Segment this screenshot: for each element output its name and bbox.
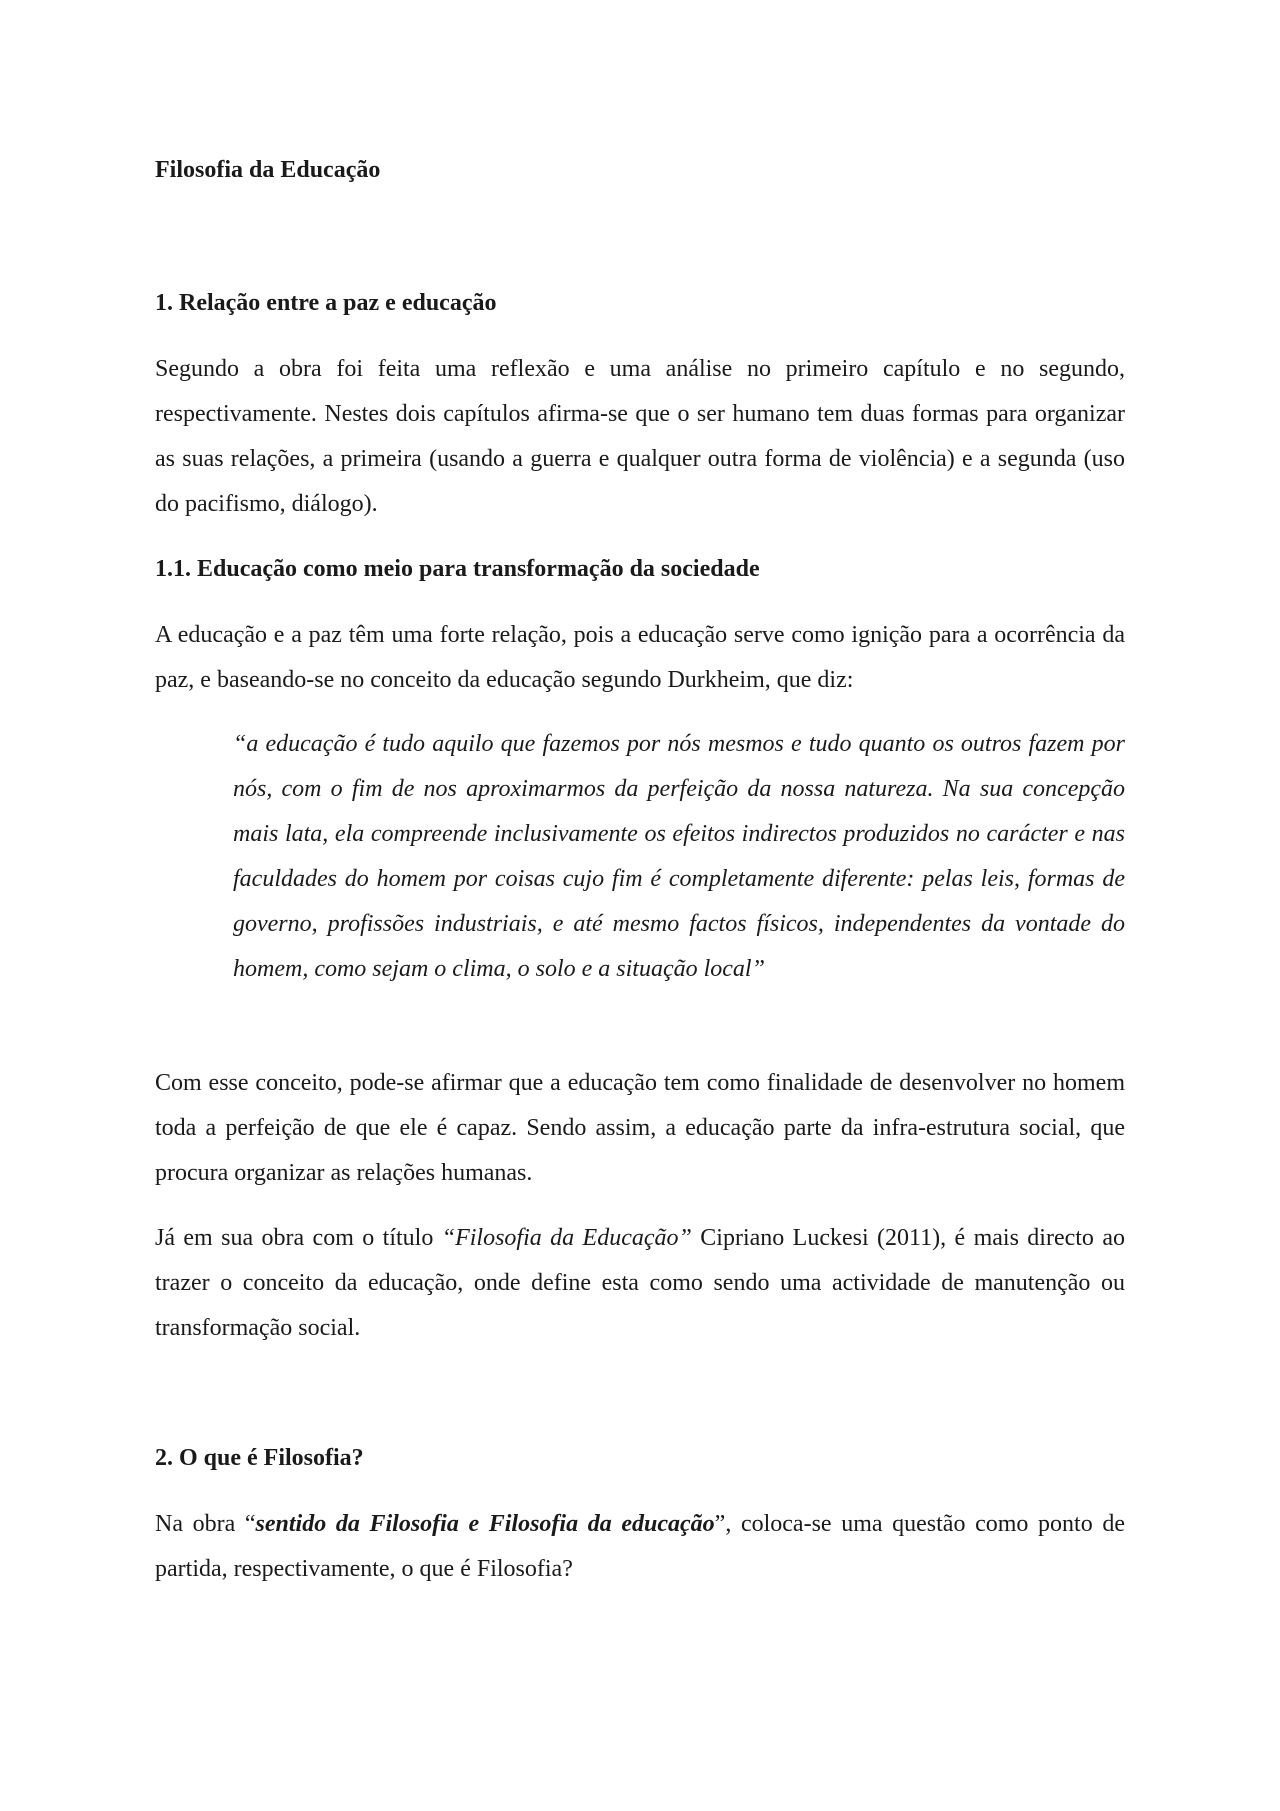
section-2-text-before: Na obra “ <box>155 1511 256 1537</box>
section-2-text-after: ”, coloca-se uma questão como ponto de partida, respectivamente, o que é Filosofia? <box>155 1511 1125 1582</box>
luckesi-text-before: Já em sua obra com o título <box>155 1225 442 1251</box>
section-2-work-title: sentido da Filosofia e Filosofia da educação <box>255 1511 715 1537</box>
section-2-heading: 2. O que é Filosofia? <box>155 1445 364 1471</box>
section-1-paragraph: Segundo a obra foi feita uma reflexão e uma análise no primeiro capítulo e no segundo, respectivamente. Nestes dois capítulos afirma-se que o ser humano tem duas formas para organizar as suas relações, a primeira (usando a guerra e qualquer outra forma de violência) e a segunda (uso do pacifismo, diálogo). <box>155 356 1125 517</box>
section-2-paragraph <box>155 1502 1125 1592</box>
durkheim-quote: “a educação é tudo aquilo que fazemos por nós mesmos e tudo quanto os outros fazem por nós, com o fim de nos aproximarmos da perfeição da nossa natureza. Na sua concepção mais lata, ela compreende inclusivamente os efeitos indirectos produzidos no carácter e nas faculdades do homem por coisas cujo fim é completamente diferente: pelas leis, formas de governo, profissões industriais, e até mesmo factos físicos, independentes da vontade do homem, como sejam o clima, o solo e a situação local” <box>233 731 1125 982</box>
luckesi-text-after: Cipriano Luckesi (2011), é mais directo ao trazer o conceito da educação, onde define esta como sendo uma actividade de manutenção ou transformação social. <box>155 1225 1125 1341</box>
section-1-1-concept-paragraph: Com esse conceito, pode-se afirmar que a educação tem como finalidade de desenvolver no homem toda a perfeição de que ele é capaz. Sendo assim, a educação parte da infra-estrutura social, que procura organizar as relações humanas. <box>155 1070 1125 1186</box>
section-1-1-intro-paragraph: A educação e a paz têm uma forte relação, pois a educação serve como ignição para a ocorrência da paz, e baseando-se no conceito da educação segundo Durkheim, que diz: <box>155 622 1125 693</box>
section-1-heading: 1. Relação entre a paz e educação <box>155 290 497 316</box>
document-page <box>155 0 1125 1811</box>
section-1-1-heading: 1.1. Educação como meio para transformação da sociedade <box>155 556 760 582</box>
luckesi-paragraph <box>155 1216 1125 1351</box>
document-title: Filosofia da Educação <box>155 157 381 183</box>
luckesi-book-title: “Filosofia da Educação” <box>441 1225 692 1251</box>
